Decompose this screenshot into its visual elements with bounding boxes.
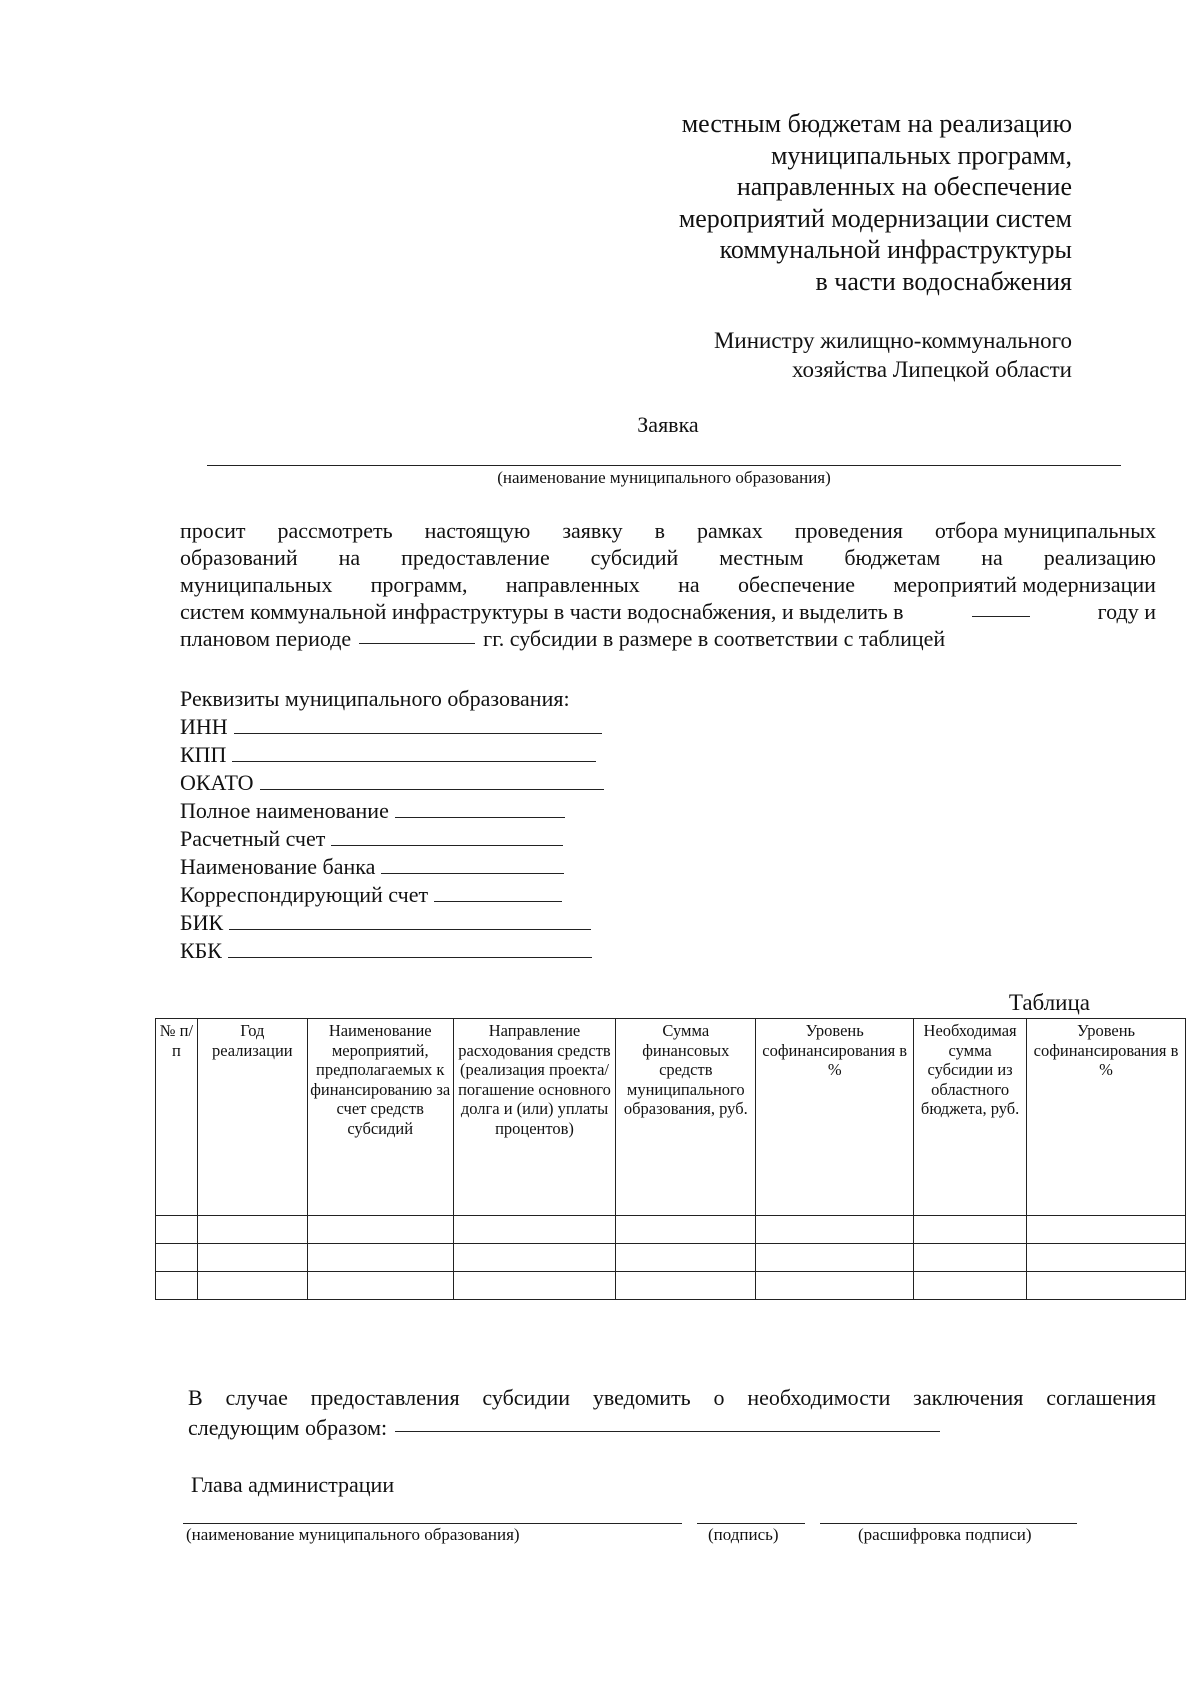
addressee-line: хозяйства Липецкой области [791, 357, 1072, 382]
table-cell[interactable] [453, 1272, 616, 1300]
table-cell[interactable] [1027, 1244, 1186, 1272]
table-header-cell: Наименование мероприятий, предполагаемых к финансированию за счет средств субсидий [307, 1019, 453, 1216]
requisite-corr-account [180, 882, 562, 908]
requisite-label: Расчетный счет [180, 826, 326, 851]
requisite-field[interactable] [331, 829, 563, 846]
table-header-row [156, 1019, 1186, 1216]
table-header-cell: Сумма финансовых средств муниципального образования, руб. [616, 1019, 756, 1216]
request-text: плановом периоде [180, 626, 352, 651]
requisite-bik [180, 910, 591, 936]
table-row [156, 1244, 1186, 1272]
table-header-cell: Уровень софинансирования в % [756, 1019, 914, 1216]
word: настоящую [424, 518, 531, 543]
table-cell[interactable] [756, 1216, 914, 1244]
word: мероприятий модернизации [893, 572, 1156, 597]
word: предоставление [401, 545, 550, 570]
table-cell[interactable] [1027, 1272, 1186, 1300]
requisite-label: Наименование банка [180, 854, 376, 879]
table-header-cell: Необходимая сумма субсидии из областного бюджета, руб. [914, 1019, 1027, 1216]
requisite-label: КБК [180, 938, 222, 963]
notify-line [188, 1383, 1156, 1413]
table-cell[interactable] [453, 1244, 616, 1272]
requisite-field[interactable] [229, 913, 591, 930]
request-line [180, 625, 1156, 652]
notify-method-blank[interactable] [395, 1413, 940, 1432]
header-line: местным бюджетам на реализацию [681, 109, 1072, 138]
requisite-field[interactable] [395, 801, 565, 818]
word: местным [719, 545, 804, 570]
requisite-field[interactable] [381, 857, 564, 874]
signature-name-line[interactable] [183, 1523, 682, 1524]
requisites-title: Реквизиты муниципального образования: [180, 686, 570, 711]
head-of-administration: Глава администрации [191, 1472, 395, 1497]
word: образований [180, 545, 298, 570]
header-line: в части водоснабжения [815, 266, 1072, 296]
signature-line[interactable] [697, 1523, 805, 1524]
year-blank[interactable] [972, 598, 1030, 617]
request-text: году и [1097, 599, 1156, 624]
word: уведомить [592, 1385, 691, 1410]
header-line: направленных на обеспечение [736, 172, 1072, 201]
word: на [981, 545, 1003, 570]
table-label: Таблица [1008, 990, 1090, 1015]
request-line [180, 544, 1156, 571]
word: о [713, 1385, 725, 1410]
word: заявку [562, 518, 623, 543]
requisite-bank-name [180, 854, 564, 880]
requisite-label: ИНН [180, 714, 228, 739]
table-header-cell: Уровень софинансирования в % [1027, 1019, 1186, 1216]
word: рамках [697, 518, 763, 543]
word: предоставления [310, 1385, 460, 1410]
table-header-cell: Направление расходования средств (реализация проекта/погашение основного долга и (или) уплаты процентов) [453, 1019, 616, 1216]
table-cell[interactable] [756, 1272, 914, 1300]
table-cell[interactable] [197, 1216, 307, 1244]
table-cell[interactable] [1027, 1216, 1186, 1244]
signature-caption: (подпись) [708, 1525, 779, 1544]
word: рассмотреть [277, 518, 393, 543]
requisite-account [180, 826, 563, 852]
municipality-name-caption: (наименование муниципального образования) [497, 468, 831, 487]
header-line: мероприятий модернизации систем [678, 203, 1072, 233]
requisite-label: Полное наименование [180, 798, 389, 823]
table-cell[interactable] [616, 1216, 756, 1244]
word: случае [225, 1385, 288, 1410]
header-line: коммунальной инфраструктуры [719, 235, 1072, 264]
table-cell[interactable] [307, 1244, 453, 1272]
request-paragraph [180, 517, 1156, 652]
requisite-full-name [180, 798, 565, 824]
notify-line [188, 1413, 1156, 1443]
word: субсидии [482, 1385, 571, 1410]
table-cell[interactable] [756, 1244, 914, 1272]
notify-text: следующим образом: [188, 1415, 388, 1440]
word: направленных [505, 572, 640, 597]
document-title: Заявка [637, 412, 699, 437]
addressee [714, 326, 1072, 384]
word: просит [180, 518, 246, 543]
requisite-field[interactable] [234, 717, 602, 734]
request-text: систем коммунальной инфраструктуры в части водоснабжения, и выделить в [180, 599, 904, 624]
table-cell[interactable] [156, 1216, 198, 1244]
word: необходимости [747, 1385, 891, 1410]
word: муниципальных [180, 572, 333, 597]
word: отбора муниципальных [934, 518, 1156, 543]
requisite-field[interactable] [232, 745, 596, 762]
word: проведения [794, 518, 903, 543]
planning-period-blank[interactable] [359, 625, 475, 644]
table-row [156, 1272, 1186, 1300]
request-line [180, 571, 1156, 598]
word: соглашения [1046, 1385, 1156, 1410]
requisite-label: КПП [180, 742, 227, 767]
request-line [180, 517, 1156, 544]
request-line [180, 598, 1156, 625]
word: в [654, 518, 666, 543]
signature-decode-caption: (расшифровка подписи) [858, 1525, 1032, 1544]
header-line: муниципальных программ, [770, 140, 1072, 170]
table-cell[interactable] [914, 1244, 1027, 1272]
table-header-cell: № п/п [156, 1019, 198, 1216]
requisite-label: ОКАТО [180, 770, 254, 795]
table-cell[interactable] [156, 1272, 198, 1300]
table-cell[interactable] [914, 1272, 1027, 1300]
word: субсидий [590, 545, 679, 570]
header-block [679, 108, 1072, 297]
table-row [156, 1216, 1186, 1244]
requisite-kpp [180, 742, 596, 768]
requisite-label: БИК [180, 910, 224, 935]
word: В [188, 1385, 203, 1410]
requisite-field[interactable] [260, 773, 604, 790]
table-header-cell: Год реализации [197, 1019, 307, 1216]
table-cell[interactable] [307, 1216, 453, 1244]
addressee-line: Министру жилищно-коммунального [713, 328, 1072, 353]
requisite-inn [180, 714, 602, 740]
table-cell[interactable] [156, 1244, 198, 1272]
table-cell[interactable] [197, 1272, 307, 1300]
word: на [678, 572, 700, 597]
notify-paragraph [188, 1383, 1156, 1443]
word: обеспечение [737, 572, 856, 597]
table-cell[interactable] [307, 1272, 453, 1300]
table-cell[interactable] [197, 1244, 307, 1272]
requisite-field[interactable] [434, 885, 562, 902]
municipality-name-line [207, 465, 1121, 466]
table-cell[interactable] [914, 1216, 1027, 1244]
requisite-field[interactable] [228, 941, 592, 958]
signature-name-caption: (наименование муниципального образования) [186, 1525, 520, 1544]
requisite-okato [180, 770, 604, 796]
word: заключения [913, 1385, 1024, 1410]
requisite-kbk [180, 938, 592, 964]
subsidy-table [155, 1018, 1186, 1300]
word: программ, [370, 572, 468, 597]
signature-decode-line[interactable] [820, 1523, 1077, 1524]
word: реализацию [1043, 545, 1156, 570]
table-cell[interactable] [616, 1272, 756, 1300]
requisite-label: Корреспондирующий счет [180, 882, 429, 907]
table-cell[interactable] [453, 1216, 616, 1244]
word: бюджетам [844, 545, 941, 570]
word: на [338, 545, 361, 570]
table-cell[interactable] [616, 1244, 756, 1272]
request-text: гг. субсидии в размере в соответствии с таблицей [483, 626, 946, 651]
